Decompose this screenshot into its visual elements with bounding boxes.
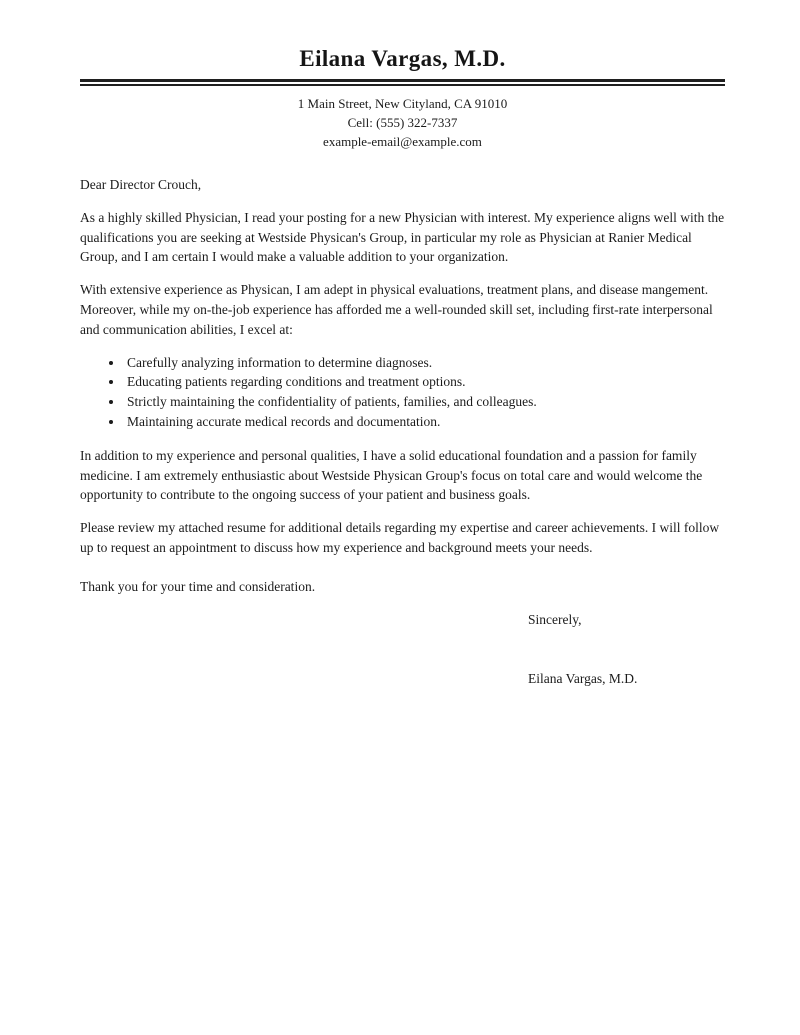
signature-block: [528, 610, 725, 690]
body-paragraph-2: With extensive experience as Physican, I am adept in physical evaluations, treatment plans, and disease mangement. Moreover, while my on-the-job experience has afforded me a well-rounded skill set, including first-rate interpersonal and communication abilities, I excel at:: [80, 282, 713, 337]
letterhead-email: example-email@example.com: [323, 134, 482, 149]
letterhead-divider: [80, 79, 725, 86]
bullet-item: • Carefully analyzing information to determine diagnoses.: [124, 353, 725, 373]
contact-block: [80, 94, 725, 151]
skills-bullet-list: [80, 353, 725, 432]
letterhead-address: 1 Main Street, New Cityland, CA 91010: [297, 96, 508, 111]
letterhead-phone: Cell: (555) 322-7337: [347, 115, 458, 130]
bullet-item: • Maintaining accurate medical records and documentation.: [124, 412, 725, 432]
letter-body: [80, 175, 725, 689]
body-paragraph-1: As a highly skilled Physician, I read your posting for a new Physician with interest. My experience aligns well with the qualifications you are seeking at Westside Physican's Group, in particular my role as Physician at Ranier Medical Group, and I am certain I would make a valuable addition to your organization.: [80, 209, 725, 265]
letterhead-name: Eilana Vargas, M.D.: [299, 46, 506, 71]
letterhead: [80, 46, 725, 151]
body-paragraph-3: In addition to my experience and personal qualities, I have a solid educational foundation and a passion for family medicine. I am extremely enthusiastic about Westside Physican Group's focus on total care and would welcome the opportunity to contribute to the ongoing success of your patient and business goals.: [80, 447, 703, 503]
body-paragraph-4: Please review my attached resume for additional details regarding my expertise and career achievements. I will follow up to request an appointment to discuss how my experience and background meets your needs.: [80, 520, 720, 555]
valediction: Sincerely,: [528, 611, 582, 627]
thanks-paragraph: Thank you for your time and consideration.: [80, 578, 316, 594]
salutation: Dear Director Crouch,: [80, 177, 202, 192]
signature-name: Eilana Vargas, M.D.: [528, 671, 638, 687]
bullet-item: • Strictly maintaining the confidentiality of patients, families, and colleagues.: [124, 392, 725, 412]
bullet-item: • Educating patients regarding conditions and treatment options.: [124, 372, 725, 392]
